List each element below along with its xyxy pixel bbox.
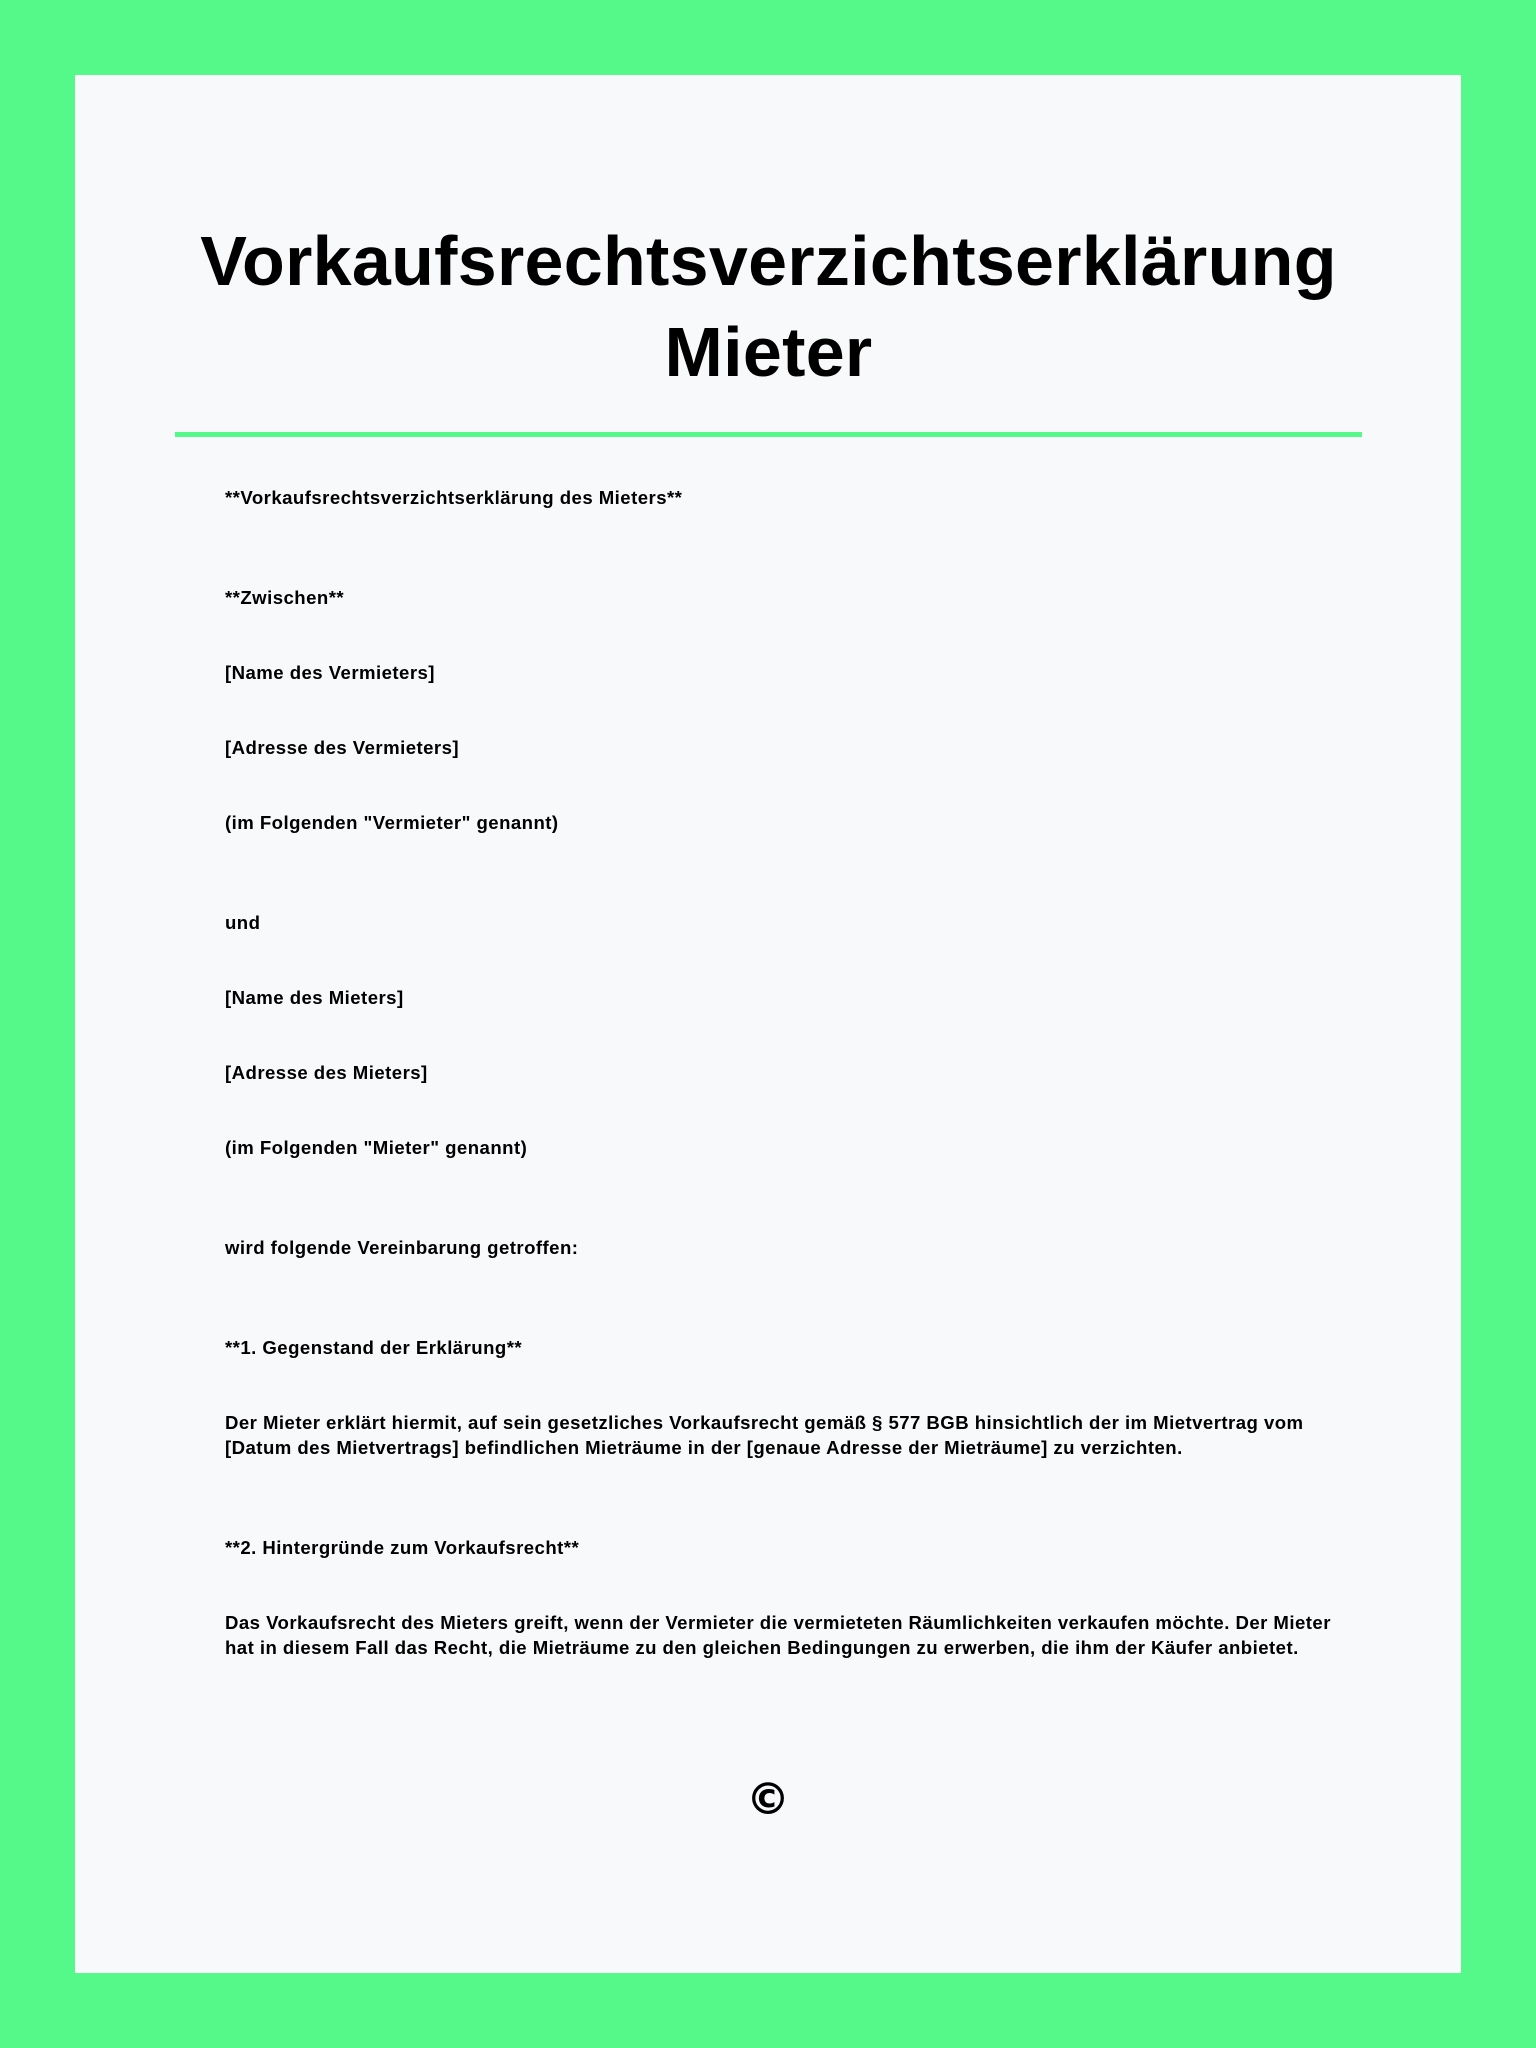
tenant-definition: (im Folgenden "Mieter" genannt) xyxy=(225,1137,528,1158)
between-label: **Zwischen** xyxy=(225,587,345,608)
landlord-name-placeholder: [Name des Vermieters] xyxy=(225,662,435,683)
title-line-1: Vorkaufsrechtsverzichtserklärung xyxy=(200,222,1337,300)
copyright-icon: © xyxy=(746,1774,790,1825)
document-page xyxy=(75,75,1461,1973)
title-line-2: Mieter xyxy=(664,313,873,391)
agreement-intro: wird folgende Vereinbarung getroffen: xyxy=(225,1237,579,1258)
section-1-heading: **1. Gegenstand der Erklärung** xyxy=(225,1337,523,1358)
section-2-text: Das Vorkaufsrecht des Mieters greift, wenn der Vermieter die vermieteten Räumlichkeiten verkaufen möchte. Der Mieter hat in diesem Fall das Recht, die Mieträume zu den gleichen Bedingungen zu erwerben, die ihm der Käufer anbietet. xyxy=(225,1612,1331,1658)
title-divider xyxy=(175,432,1362,437)
document-title xyxy=(175,216,1362,398)
section-2-heading: **2. Hintergründe zum Vorkaufsrecht** xyxy=(225,1537,580,1558)
landlord-definition: (im Folgenden "Vermieter" genannt) xyxy=(225,812,559,833)
tenant-name-placeholder: [Name des Mieters] xyxy=(225,987,404,1008)
section-1-text: Der Mieter erklärt hiermit, auf sein gesetzliches Vorkaufsrecht gemäß § 577 BGB hinsichtlich der im Mietvertrag vom [Datum des Mietvertrags] befindlichen Mieträume in der [genaue Adresse der Mieträume] zu verzichten. xyxy=(225,1412,1304,1458)
and-label: und xyxy=(225,912,261,933)
landlord-address-placeholder: [Adresse des Vermieters] xyxy=(225,737,460,758)
document-heading: **Vorkaufsrechtsverzichtserklärung des Mieters** xyxy=(225,487,683,508)
tenant-address-placeholder: [Adresse des Mieters] xyxy=(225,1062,428,1083)
